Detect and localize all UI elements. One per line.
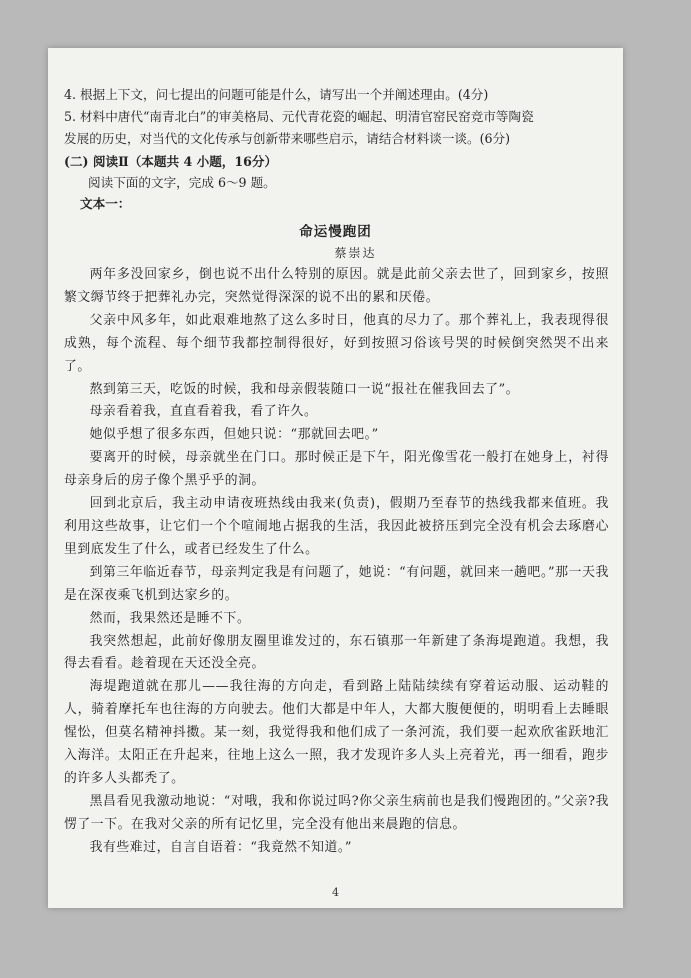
document-page bbox=[48, 48, 623, 908]
paragraph: 黑昌看见我激动地说：“对哦，我和你说过吗?你父亲生病前也是我们慢跑团的。”父亲?我愣了一下。在我对父亲的所有记忆里，完全没有他出来晨跑的信息。 bbox=[64, 793, 609, 832]
question-4: 4. 根据上下文，问七提出的问题可能是什么，请写出一个并阐述理由。(4分) bbox=[64, 87, 489, 102]
paragraph: 熬到第三天，吃饭的时候，我和母亲假装随口一说“报社在催我回去了”。 bbox=[89, 381, 520, 397]
paragraph: 我突然想起，此前好像朋友圈里谁发过的，东石镇那一年新建了条海堤跑道。我想，我得去看看。趁着现在天还没全亮。 bbox=[64, 633, 609, 672]
question-5-line-1: 5. 材料中唐代“南青北白”的审美格局、元代青花瓷的崛起、明清官窑民窑竞市等陶瓷 bbox=[64, 109, 534, 124]
paragraph: 要离开的时候，母亲就坐在门口。那时候正是下午，阳光像雪花一般打在她身上，衬得母亲身后的房子像个黑乎乎的洞。 bbox=[64, 450, 609, 489]
paragraph: 母亲看着我，直直看着我，看了许久。 bbox=[89, 404, 318, 420]
section-heading: (二) 阅读Ⅱ（本题共 4 小题，16分） bbox=[64, 154, 278, 169]
article-body bbox=[64, 264, 609, 860]
paragraph: 她似乎想了很多东西，但她只说：“那就回去吧。” bbox=[89, 427, 379, 443]
question-5-line-2: 发展的历史，对当代的文化传承与创新带来哪些启示，请结合材料谈一谈。(6分) bbox=[64, 131, 511, 146]
article-title: 命运慢跑团 bbox=[299, 224, 372, 240]
paragraph: 两年多没回家乡，倒也说不出什么特别的原因。就是此前父亲去世了，回到家乡，按照繁文缛节终于把葬礼办完，突然觉得深深的说不出的累和厌倦。 bbox=[64, 267, 609, 305]
paragraph: 到第三年临近春节，母亲判定我是有问题了，她说：“有问题，就回来一趟吧。”那一天我是在深夜乘飞机到达家乡的。 bbox=[64, 564, 609, 603]
page-number: 4 bbox=[332, 886, 339, 899]
text-label: 文本一： bbox=[80, 196, 131, 211]
paragraph: 然而，我果然还是睡不下。 bbox=[89, 610, 251, 626]
paragraph: 海堤跑道就在那儿——我往海的方向走，看到路上陆陆续续有穿着运动服、运动鞋的人，骑着摩托车也往海的方向驶去。他们大都是中年人，大都大腹便便的，明明看上去睡眼惺忪，但莫名精神抖擞。某一刻，我觉得我和他们成了一条河流，我们要一起欢欣雀跃地汇入海洋。太阳正在升起来，往地上这么一照，我才发现许多人头上亮着光，再一细看，跑步的许多人头都秃了。 bbox=[64, 679, 609, 786]
section-instruction: 阅读下面的文字，完成 6～9 题。 bbox=[88, 175, 276, 190]
paragraph: 父亲中风多年，如此艰难地熬了这么多时日，他真的尽力了。那个葬礼上，我表现得很成熟，每个流程、每个细节我都控制得很好，好到按照习俗该号哭的时候倒突然哭不出来了。 bbox=[64, 312, 609, 374]
article-author: 蔡崇达 bbox=[334, 246, 377, 260]
paragraph: 回到北京后，我主动申请夜班热线由我来(负责)，假期乃至春节的热线我都来值班。我利用这些故事，让它们一个个喧闹地占据我的生活，我因此被挤压到完全没有机会去琢磨心里到底发生了什么，或者已经发生了什么。 bbox=[64, 496, 609, 557]
paragraph: 我有些难过，自言自语着：“我竟然不知道。” bbox=[89, 839, 353, 855]
